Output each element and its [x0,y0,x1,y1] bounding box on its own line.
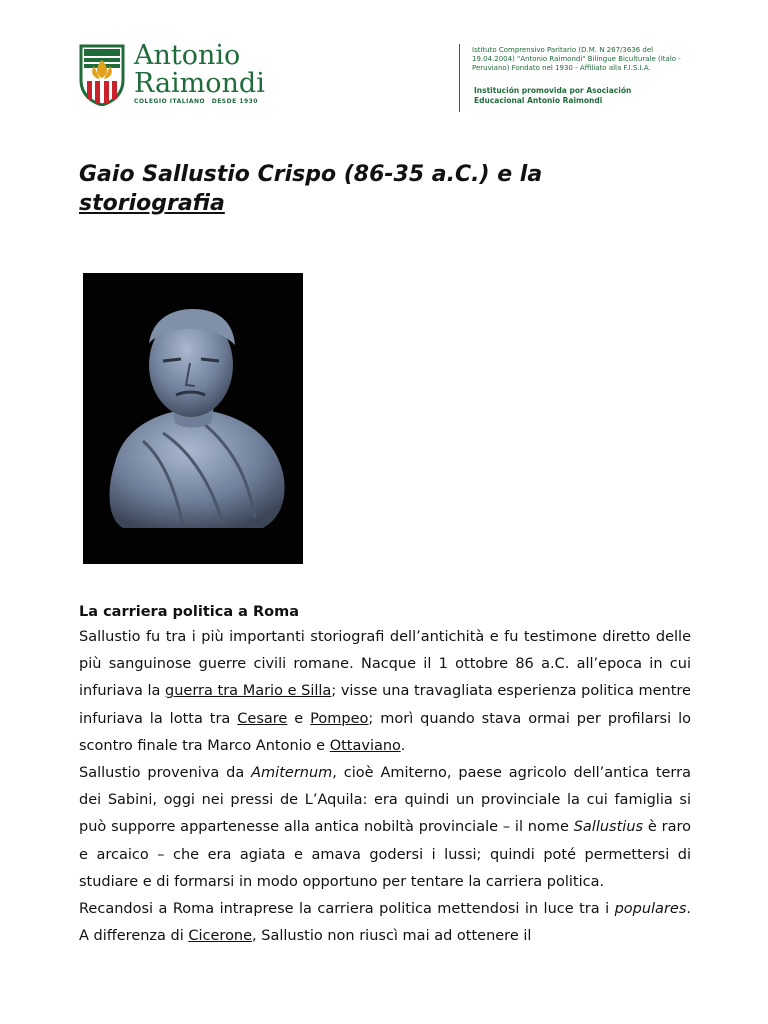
link-cesare[interactable]: Cesare [237,710,288,727]
title-line1: Gaio Sallustio Crispo (86-35 a.C.) e la [79,162,543,187]
page-header [0,0,768,130]
p3-text-1: Recandosi a Roma intraprese la carriera politica mettendosi in luce tra i [79,901,615,918]
article-body [79,600,691,950]
p1-text-4: ; morì quando stava ormai per profilarsi lo scontro finale tra Marco Antonio e [79,710,691,754]
p1-text-5: . [400,737,406,754]
link-ottaviano[interactable]: Ottaviano [329,737,401,754]
school-crest-icon [79,44,125,106]
promotion-note: Institución promovida por Asociación Educacional Antonio Raimondi [474,86,632,105]
p3-text-3: , Sallustio non riuscì mai ad ottenere il [252,928,532,945]
link-guerra-mario-silla[interactable]: guerra tra Mario e Silla [165,683,332,700]
school-logo-name [134,42,265,98]
p1-text-2: ; visse una travagliata esperienza politica mentre infuriava la lotta tra [79,683,691,727]
header-divider [459,44,460,112]
link-cicerone[interactable]: Cicerone [188,928,253,945]
logo-subtitle-left: COLEGIO ITALIANO [134,98,206,105]
p3-text-2: . A differenza di [79,901,691,945]
sallustio-portrait [83,273,303,564]
paragraph-3 [79,896,691,950]
bust-portrait-image [83,273,303,564]
p2-text-2: , cioè Amiterno, paese agricolo dell’antica terra dei Sabini, oggi nei pressi de L’Aquila: era quindi un provinciale la cui famiglia si può supporre appartenesse alla antica nobiltà provinciale – il nome [79,765,691,836]
paragraph-2 [79,760,691,896]
p2-italic-amiternum: Amiternum [251,765,333,782]
p1-text-1: Sallustio fu tra i più importanti storiografi dell’antichità e fu testimone diretto delle più sanguinose guerre civili romane. Nacque il 1 ottobre 86 a.C. all’epoca in cui infuriava la [79,629,691,700]
title-line2: storiografia [79,191,225,216]
logo-name-line2: Raimondi [134,68,265,99]
link-pompeo[interactable]: Pompeo [310,710,369,727]
p2-text-1: Sallustio proveniva da [79,765,252,782]
section-heading: La carriera politica a Roma [79,604,300,620]
p2-italic-sallustius: Sallustius [573,819,644,836]
logo-name-line1: Antonio [134,40,241,71]
p2-text-3: è raro e arcaico – che era agiata e amava godersi i lussi; quindi poté permettersi di studiare e di formarsi in modo opportuno per tentare la carriera politica. [79,819,691,890]
paragraph-1 [79,624,691,760]
institute-info: Istituto Comprensivo Paritario (D.M. N 267/3636 del 19.04.2004) "Antonio Raimondi" Bilingue Biculturale (Italo - Peruviano) Fondato nel 1930 - Affiliato alla F.I.S.I.A. [472,46,681,72]
logo-subtitle-right: DESDE 1930 [211,98,258,105]
document-title [79,160,699,218]
p3-italic-populares: populares [614,901,687,918]
logo-subtitle [134,98,258,105]
p1-text-3: e [287,710,311,727]
